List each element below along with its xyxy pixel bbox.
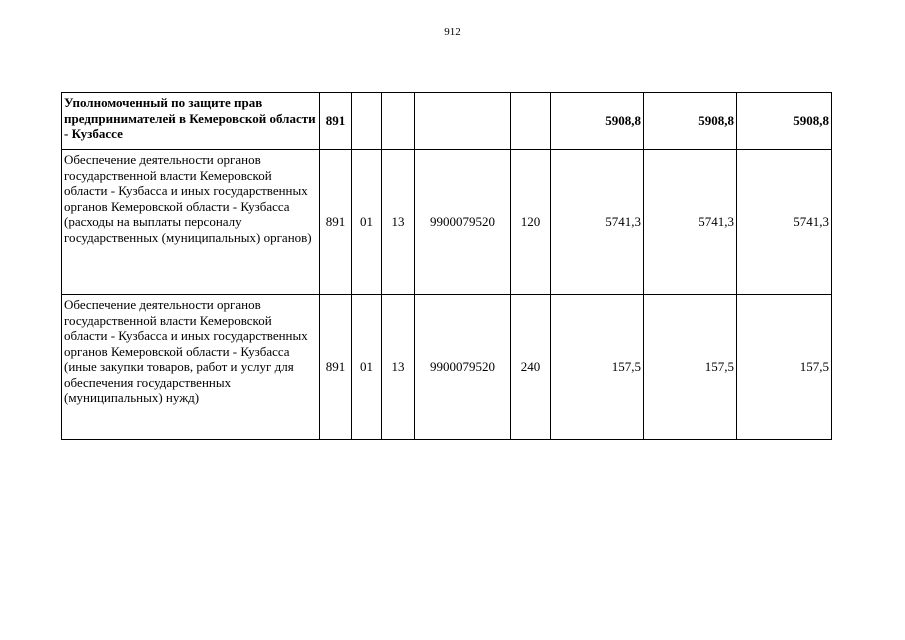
table-row	[62, 93, 832, 150]
table-row	[62, 150, 832, 295]
amount-cell-2: 157,5	[644, 295, 737, 440]
subsection-code-cell	[382, 93, 415, 150]
amount-cell-1: 157,5	[551, 295, 644, 440]
subsection-code-cell: 13	[382, 295, 415, 440]
amount-cell-3: 5741,3	[737, 150, 832, 295]
expense-type-cell	[511, 93, 551, 150]
row-description: Уполномоченный по защите прав предпринимателей в Кемеровской области - Кузбассе	[62, 93, 320, 150]
amount-cell-3: 157,5	[737, 295, 832, 440]
subsection-code-cell: 13	[382, 150, 415, 295]
page-number: 912	[444, 26, 461, 38]
target-article-cell: 9900079520	[415, 150, 511, 295]
table-row	[62, 295, 832, 440]
amount-cell-1: 5741,3	[551, 150, 644, 295]
amount-cell-1: 5908,8	[551, 93, 644, 150]
row-description: Обеспечение деятельности органов государственной власти Кемеровской области - Кузбасса и иных государственных органов Кемеровской области - Кузбасса (иные закупки товаров, работ и услуг для обеспечения государственных (муниципальных) нужд)	[62, 295, 320, 440]
expense-type-cell: 240	[511, 295, 551, 440]
section-code-cell: 01	[352, 295, 382, 440]
ministry-code-cell: 891	[320, 93, 352, 150]
target-article-cell: 9900079520	[415, 295, 511, 440]
ministry-code-cell: 891	[320, 150, 352, 295]
row-description: Обеспечение деятельности органов государственной власти Кемеровской области - Кузбасса и иных государственных органов Кемеровской области - Кузбасса (расходы на выплаты персоналу государственных (муниципальных) органов)	[62, 150, 320, 295]
expense-type-cell: 120	[511, 150, 551, 295]
amount-cell-2: 5908,8	[644, 93, 737, 150]
section-code-cell	[352, 93, 382, 150]
target-article-cell	[415, 93, 511, 150]
ministry-code-cell: 891	[320, 295, 352, 440]
amount-cell-3: 5908,8	[737, 93, 832, 150]
amount-cell-2: 5741,3	[644, 150, 737, 295]
section-code-cell: 01	[352, 150, 382, 295]
budget-table	[61, 92, 832, 440]
